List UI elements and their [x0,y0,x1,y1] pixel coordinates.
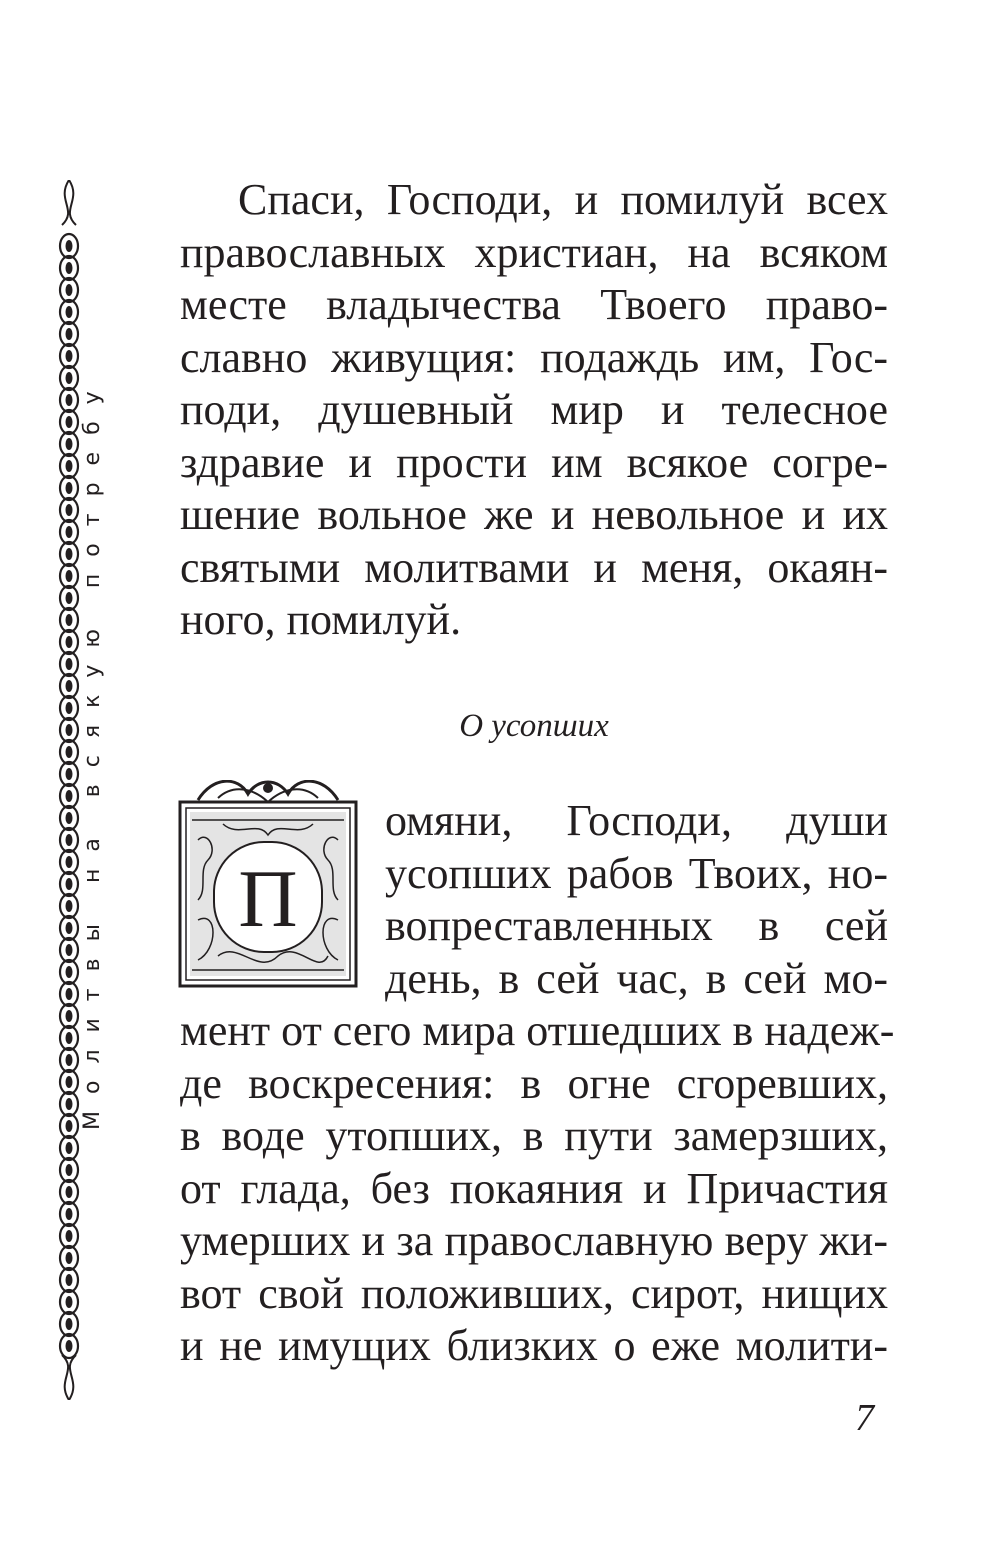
text-line: славно живущия: подаждь им, Гос- [180,332,888,382]
text-line: и не имущих близких о еже молити- [180,1321,888,1370]
section-heading: О усопших [459,708,609,744]
running-title: Молитвы на всякую потребу [80,374,105,1130]
text-line: святыми молитвами и меня, окаян- [180,542,888,592]
text-line: вопреставленных в сей [385,901,888,950]
paragraph-2 [180,795,895,1373]
wrapped-lines [385,795,888,1005]
text-line: Спаси, Господи, и помилуй всех [238,175,888,224]
text-line: поди, душевный мир и телесное [180,385,888,434]
text-line: мент от сего мира отшедших в надеж- [180,1006,895,1055]
drop-cap-letter: П [238,853,298,944]
text-line: от глада, без покаяния и Причастия [180,1163,888,1213]
text-line: ного, помилуй. [180,595,462,644]
text-line: вот свой положивших, сирот, нищих [180,1268,888,1318]
page-number: 7 [855,1397,874,1439]
text-line: усопших рабов Твоих, но- [385,848,888,898]
text-line: шение вольное же и невольное и их [180,490,888,539]
text-line: де воскресения: в огне сгоревших, [180,1058,888,1108]
text-line: в воде утопших, в пути замерзших, [180,1111,888,1160]
text-line: месте владычества Твоего право- [180,280,888,329]
text-line: омяни, Господи, души [385,796,888,845]
text-line: умерших и за православную веру жи- [180,1216,888,1265]
paragraph-1 [180,174,888,647]
text-line: день, в сей час, в сей мо- [385,953,888,1003]
text-line: православных христиан, на всяком [180,227,888,277]
text-line: здравие и прости им всякое согре- [180,437,888,487]
